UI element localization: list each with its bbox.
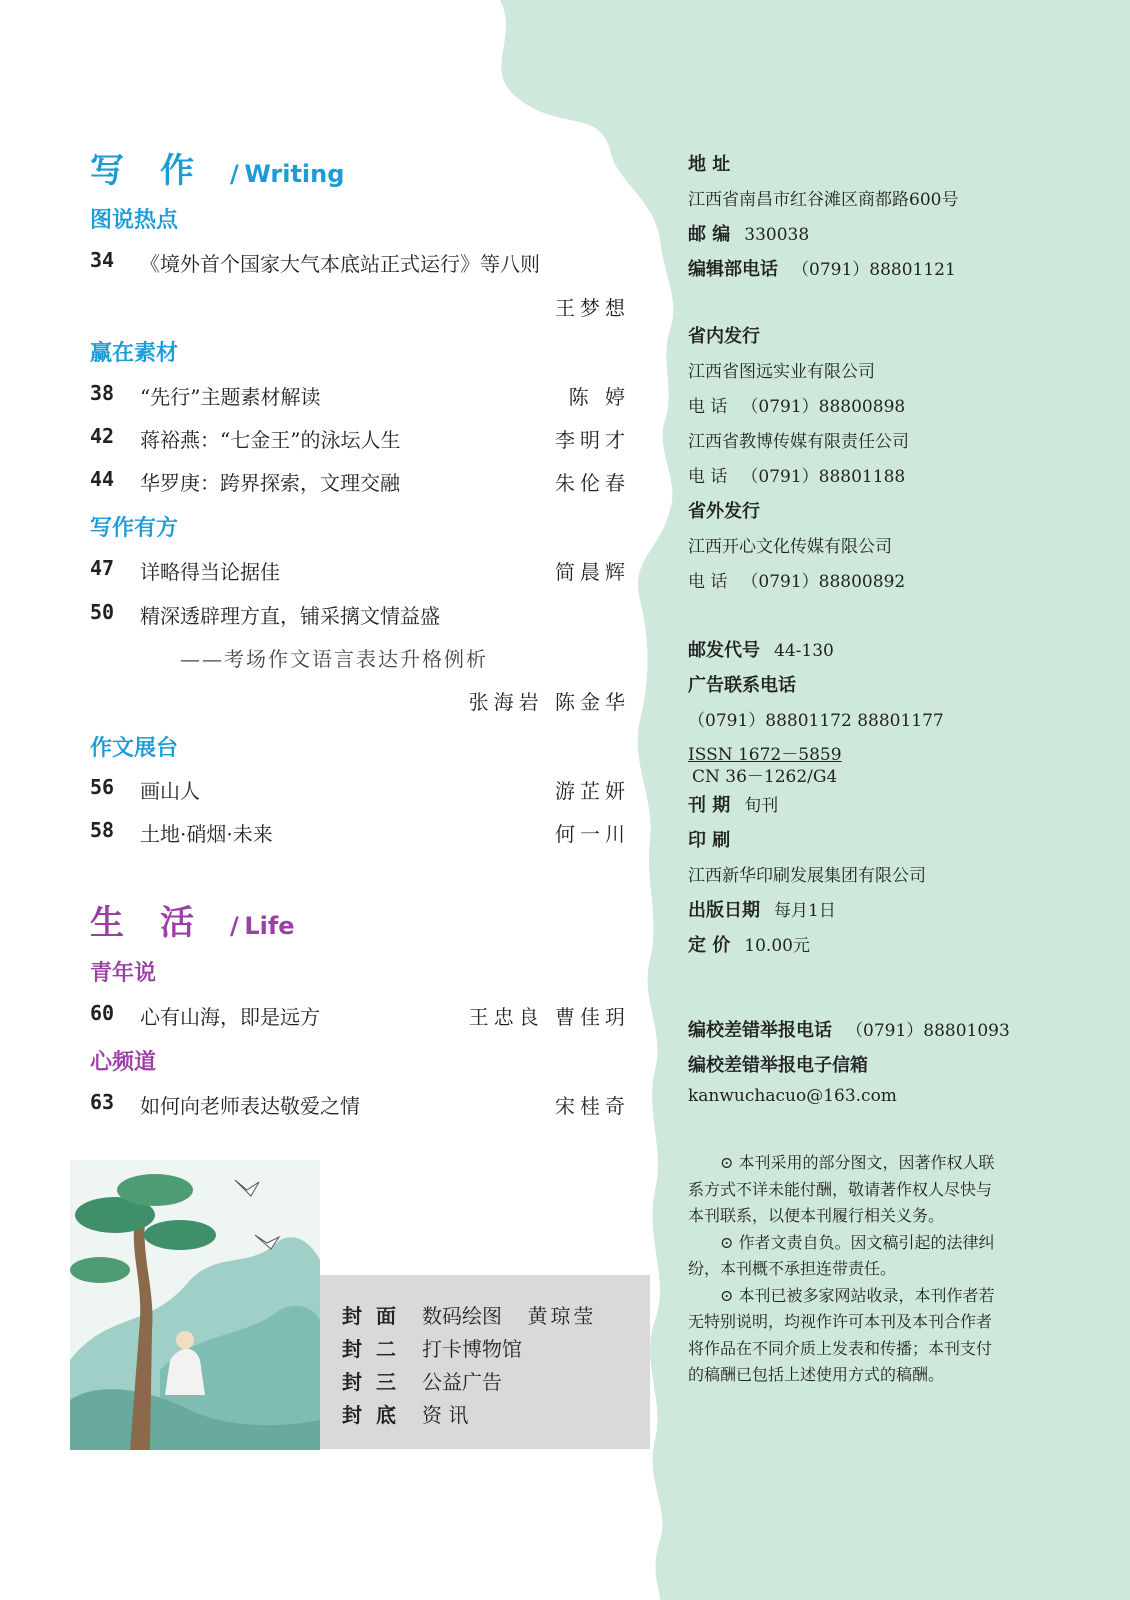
writing-title-slash: /: [230, 160, 239, 188]
date-value: 每月1日: [774, 901, 836, 921]
toc-entry[interactable]: [90, 775, 630, 805]
article-author: 简晨辉: [555, 560, 630, 584]
article-author: 何一川: [555, 822, 630, 846]
subsection-title: 心频道: [90, 1050, 157, 1075]
cover-credit-row: [342, 1366, 502, 1395]
address-label: 地 址: [688, 154, 731, 175]
subsection-title: 赢在素材: [90, 341, 179, 366]
article-author: 游芷妍: [555, 779, 630, 803]
cn-number: CN 36－1262/G4: [692, 767, 838, 787]
life-title-slash: /: [230, 912, 239, 940]
domestic-distribution-label: 省内发行: [688, 326, 760, 347]
toc-entry[interactable]: [90, 1090, 630, 1120]
page-number: 47: [90, 556, 115, 580]
date-label: 出版日期: [688, 900, 760, 921]
article-author: 宋桂奇: [555, 1094, 630, 1118]
article-author: 张海岩 陈金华: [468, 690, 630, 714]
article-title: 心有山海，即是远方: [140, 1005, 320, 1029]
article-title: 详略得当论据佳: [140, 560, 280, 584]
article-author: 王忠良 曹佳玥: [468, 1005, 630, 1029]
cover-label: 封二: [342, 1337, 410, 1361]
page-number: 50: [90, 600, 115, 624]
toc-entry[interactable]: [90, 556, 630, 586]
article-title: 土地·硝烟·未来: [140, 822, 273, 846]
life-title-zh: 生活: [90, 903, 230, 943]
distributor-name: 江西省图远实业有限公司: [688, 362, 875, 382]
page-number: 58: [90, 818, 115, 842]
error-email-value[interactable]: kanwuchacuo@163.com: [688, 1086, 897, 1106]
address-value: 江西省南昌市红谷滩区商都路600号: [688, 190, 959, 210]
article-title: 《境外首个国家大气本底站正式运行》等八则: [140, 252, 540, 276]
cover-value: 数码绘图: [422, 1304, 502, 1328]
article-subtitle: ——考场作文语言表达升格例析: [180, 647, 488, 671]
notice-paragraph: ⊙ 作者文责自负。因文稿引起的法律纠纷，本刊概不承担连带责任。: [688, 1232, 995, 1278]
phone-value: （0791）88801188: [741, 467, 906, 487]
editorial-phone-label: 编辑部电话: [688, 259, 778, 280]
page-number: 60: [90, 1001, 115, 1025]
copyright-notices: [688, 1150, 1006, 1389]
page-number: 63: [90, 1090, 115, 1114]
article-author: 李明才: [555, 428, 630, 452]
toc-entry[interactable]: [90, 381, 630, 411]
life-title-en: Life: [244, 912, 295, 940]
period-value: 旬刊: [744, 796, 779, 816]
writing-section-title: [90, 143, 344, 192]
overseas-distribution-label: 省外发行: [688, 501, 760, 522]
article-author: 王梦想: [555, 296, 630, 320]
subsection-title: 作文展台: [90, 736, 179, 761]
cover-author: 黄琼莹: [527, 1304, 597, 1328]
postal-code-label: 邮发代号: [688, 640, 760, 661]
cover-credit-row: [342, 1300, 596, 1329]
life-section-title: [90, 895, 295, 944]
cover-credit-row: [342, 1333, 522, 1362]
notice-paragraph: ⊙ 本刊采用的部分图文，因著作权人联系方式不详未能付酬，敬请著作权人尽快与本刊联系，以便本刊履行相关义务。: [688, 1153, 995, 1225]
price-value: 10.00元: [744, 936, 810, 956]
printer-name: 江西新华印刷发展集团有限公司: [688, 866, 926, 886]
ad-phone-value: （0791）88801172 88801177: [688, 711, 944, 731]
article-title: 画山人: [140, 779, 200, 803]
distributor-name: 江西省教博传媒有限责任公司: [688, 432, 909, 452]
subsection-title: 图说热点: [90, 208, 179, 233]
toc-entry[interactable]: [90, 248, 630, 278]
cover-value: 公益广告: [422, 1370, 502, 1394]
toc-entry[interactable]: [90, 1001, 630, 1031]
print-label: 印 刷: [688, 830, 731, 851]
page-number: 44: [90, 467, 115, 491]
cover-value: 打卡博物馆: [422, 1337, 522, 1361]
writing-title-en: Writing: [244, 160, 345, 188]
phone-label: 电 话: [688, 467, 728, 487]
period-label: 刊 期: [688, 795, 731, 816]
price-label: 定 价: [688, 935, 731, 956]
cover-illustration: [70, 1160, 320, 1450]
toc-entry[interactable]: [90, 424, 630, 454]
article-title: 如何向老师表达敬爱之情: [140, 1094, 360, 1118]
article-title: 蒋裕燕：“七金王”的泳坛人生: [140, 428, 401, 452]
zip-value: 330038: [744, 225, 810, 245]
subsection-title: 写作有方: [90, 516, 179, 541]
distributor-name: 江西开心文化传媒有限公司: [688, 537, 892, 557]
editorial-phone-value: （0791）88801121: [792, 260, 956, 280]
page-number: 34: [90, 248, 115, 272]
toc-entry[interactable]: [90, 467, 630, 497]
cover-label: 封底: [342, 1403, 410, 1427]
zip-label: 邮 编: [688, 224, 731, 245]
toc-entry[interactable]: [90, 818, 630, 848]
phone-value: （0791）88800892: [741, 572, 906, 592]
page-number: 56: [90, 775, 115, 799]
toc-author-line: [90, 686, 630, 716]
article-title: 精深透辟理方直，铺采摛文情益盛: [140, 604, 440, 628]
phone-label: 电 话: [688, 572, 728, 592]
notice-paragraph: ⊙ 本刊已被多家网站收录，本刊作者若无特别说明，均视作许可本刊及本刊合作者将作品在不同介质上发表和传播；本刊支付的稿酬已包括上述使用方式的稿酬。: [688, 1285, 995, 1384]
ad-phone-label: 广告联系电话: [688, 675, 796, 696]
error-email-label: 编校差错举报电子信箱: [688, 1055, 868, 1076]
cover-credit-row: [342, 1399, 468, 1428]
writing-title-zh: 写作: [90, 151, 230, 191]
page-number: 38: [90, 381, 115, 405]
cover-label: 封面: [342, 1304, 410, 1328]
page-number: 42: [90, 424, 115, 448]
postal-code-value: 44-130: [774, 641, 834, 661]
cover-label: 封三: [342, 1370, 410, 1394]
phone-label: 电 话: [688, 397, 728, 417]
article-title: 华罗庚：跨界探索，文理交融: [140, 471, 400, 495]
issn: ISSN 1672－5859: [688, 745, 842, 765]
phone-value: （0791）88800898: [741, 397, 906, 417]
subsection-title: 青年说: [90, 961, 157, 986]
error-phone-label: 编校差错举报电话: [688, 1020, 832, 1041]
article-title: “先行”主题素材解读: [140, 385, 321, 409]
cover-value: 资 讯: [422, 1403, 469, 1427]
error-phone-value: （0791）88801093: [846, 1021, 1010, 1041]
toc-entry[interactable]: [90, 600, 630, 630]
article-author: 陈 婷: [568, 385, 630, 409]
toc-author-line: [90, 292, 630, 322]
article-author: 朱伦春: [555, 471, 630, 495]
